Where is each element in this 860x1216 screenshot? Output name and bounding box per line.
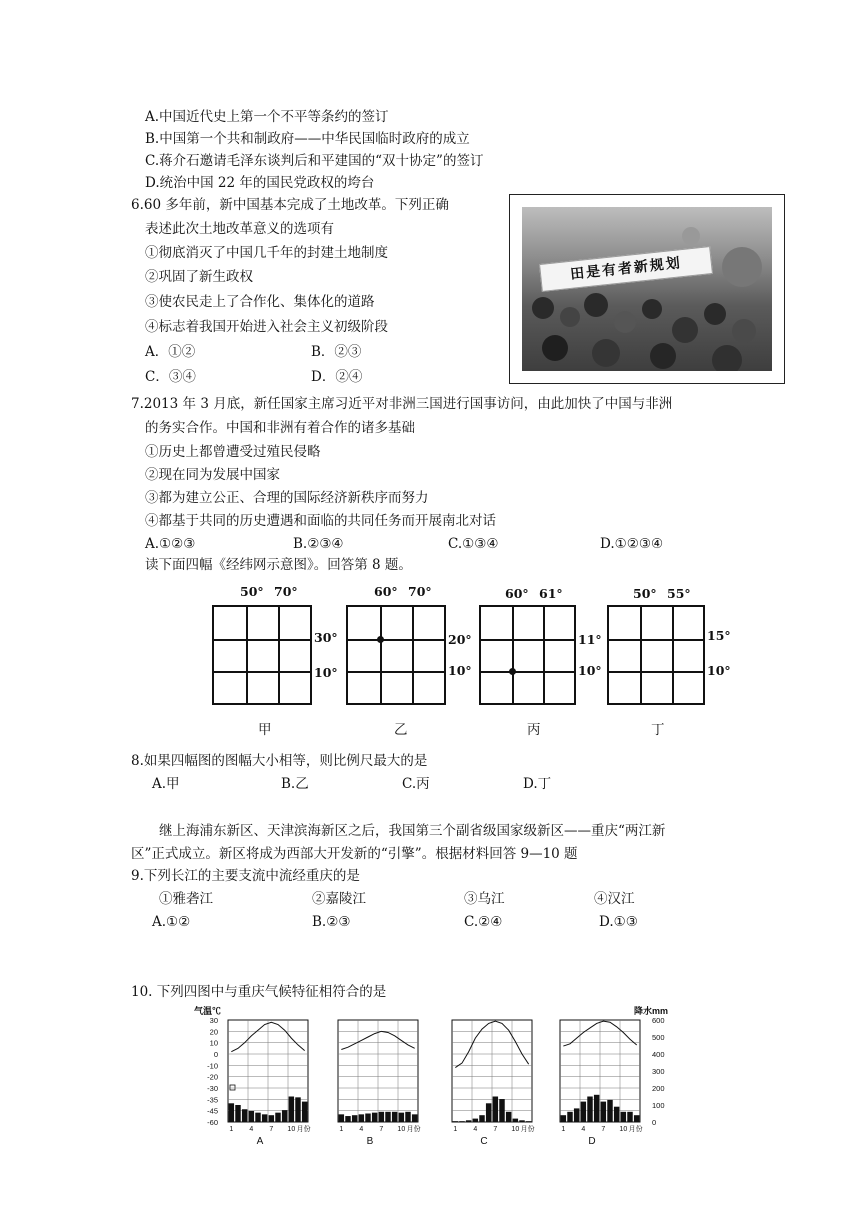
precip-bar (399, 1113, 404, 1122)
precip-bar (473, 1119, 478, 1122)
climate-panel-d (560, 1020, 643, 1147)
q6-option-c: C．③④ (145, 369, 196, 385)
precip-bar (607, 1100, 612, 1122)
grid-ding-lat-bottom: 10° (707, 663, 731, 678)
grid-ding-caption: 丁 (651, 722, 665, 738)
precip-bar (379, 1112, 384, 1122)
material-line-2: 区”正式成立。新区将成为西部大开发新的“引擎”。根据材料回答 9—10 题 (131, 846, 578, 862)
climate-panel-c (452, 1020, 535, 1147)
precip-bar (392, 1112, 397, 1122)
q7-item-4: ④都基于共同的历史遭遇和面临的共同任务而开展南北对话 (145, 513, 496, 529)
precip-bar (453, 1121, 458, 1122)
precip-bar (587, 1097, 592, 1123)
precip-bar (506, 1112, 511, 1122)
material-line-1: 继上海浦东新区、天津滨海新区之后，我国第三个副省级国家级新区——重庆“两江新 (159, 823, 666, 839)
month-tick-label: 1 (339, 1126, 344, 1133)
grid-yi-caption: 乙 (394, 722, 408, 738)
precip-bar (513, 1119, 518, 1122)
precip-bar (479, 1115, 484, 1122)
q6-option-d: D．②④ (311, 369, 363, 385)
q8-read-note: 读下面四幅《经纬网示意图》。回答第 8 题。 (145, 557, 412, 573)
precip-bar (594, 1095, 599, 1122)
climate-panel-a (228, 1020, 311, 1147)
precip-bar (255, 1113, 260, 1122)
month-tick-label: 月份 (628, 1126, 643, 1133)
q6-item-2: ②巩固了新生政权 (145, 269, 253, 285)
grid-ding-lon-right: 55° (667, 586, 691, 601)
grid-bing-box (479, 605, 576, 705)
climate-panel-b (338, 1020, 421, 1147)
grid-yi-lon-left: 60° (374, 584, 398, 599)
precip-bar (614, 1107, 619, 1122)
precip-bar (499, 1099, 504, 1122)
precip-bar (372, 1113, 377, 1122)
grid-bing-lat-bottom: 10° (578, 663, 602, 678)
grid-bing-lon-left: 60° (505, 586, 529, 601)
precip-bar (359, 1114, 364, 1122)
q9-item-3: ③乌江 (464, 891, 505, 907)
temp-tick-label: 30 (209, 1016, 218, 1025)
grid-ding-lat-top: 15° (707, 628, 731, 643)
temp-axis-title: 气温℃ (194, 1006, 222, 1016)
q7-option-d: D.①②③④ (600, 536, 664, 552)
q10-stem: 10. 下列四图中与重庆气候特征相符合的是 (131, 984, 387, 1000)
temp-tick-label: -45 (207, 1106, 218, 1116)
panel-label: D (588, 1136, 596, 1147)
grid-jia-lon-right: 70° (274, 584, 298, 599)
q6-stem-line-1: 6.60 多年前，新中国基本完成了土地改革。下列正确 (131, 197, 449, 213)
precip-bar (282, 1110, 287, 1122)
precip-bar (621, 1112, 626, 1122)
precip-bar (627, 1112, 632, 1122)
precip-bar (601, 1102, 606, 1122)
temp-tick-label: -30 (207, 1084, 218, 1093)
precip-bar (466, 1120, 471, 1122)
photo-banner: 田是有者新规划 (539, 246, 713, 292)
land-reform-photo-image (522, 207, 772, 371)
precip-bar (242, 1109, 247, 1122)
month-tick-label: 月份 (406, 1126, 421, 1133)
precip-bar (262, 1114, 267, 1122)
month-tick-label: 10 (511, 1126, 520, 1133)
grid-yi-box (346, 605, 446, 705)
q6-item-3: ③使农民走上了合作化、集体化的道路 (145, 294, 375, 310)
precip-bar (385, 1112, 390, 1122)
temp-tick-label: -35 (207, 1095, 218, 1105)
precip-bar (459, 1121, 464, 1122)
precip-bar (295, 1097, 300, 1122)
q9-option-b: B.②③ (312, 914, 351, 930)
precip-bar (519, 1120, 524, 1122)
q7-stem-line-1: 7.2013 年 3 月底，新任国家主席习近平对非洲三国进行国事访问，由此加快了中国与非洲 (131, 396, 673, 412)
grid-yi-lat-bottom: 10° (448, 663, 472, 678)
precip-bar (339, 1114, 344, 1122)
temp-tick-label: 10 (209, 1038, 218, 1048)
grid-jia-lat-bottom: 10° (314, 665, 338, 680)
month-tick-label: 月份 (296, 1126, 311, 1133)
panel-label: A (256, 1136, 264, 1147)
panel-label: C (480, 1136, 488, 1147)
precip-tick-label: 300 (652, 1067, 665, 1076)
month-tick-label: 1 (561, 1126, 566, 1133)
temp-tick-label: -20 (207, 1072, 218, 1082)
q6-item-1: ①彻底消灭了中国几千年的封建土地制度 (145, 245, 388, 261)
panel-label: B (366, 1136, 374, 1147)
q7-item-2: ②现在同为发展中国家 (145, 467, 280, 483)
q6-option-a: A．①② (145, 344, 196, 360)
precip-bar (269, 1115, 274, 1122)
month-tick-label: 4 (581, 1126, 586, 1133)
q9-item-4: ④汉江 (594, 891, 635, 907)
q7-item-3: ③都为建立公正、合理的国际经济新秩序而努力 (145, 490, 429, 506)
q8-option-b: B.乙 (281, 776, 309, 792)
precip-bar (289, 1097, 294, 1123)
precip-bar (486, 1103, 491, 1122)
q5-option-a: A.中国近代史上第一个不平等条约的签订 (145, 109, 389, 125)
month-tick-label: 4 (473, 1126, 478, 1133)
month-tick-label: 1 (453, 1126, 458, 1133)
q9-stem: 9.下列长江的主要支流中流经重庆的是 (131, 868, 360, 884)
month-tick-label: 7 (269, 1126, 274, 1133)
precip-bar (275, 1113, 280, 1122)
precip-bar (412, 1114, 417, 1122)
temp-tick-label: -60 (207, 1118, 218, 1127)
grid-bing-point (509, 668, 516, 675)
grid-jia-caption: 甲 (258, 722, 272, 738)
q7-item-1: ①历史上都曾遭受过殖民侵略 (145, 444, 321, 460)
precip-bar (302, 1102, 307, 1122)
climate-charts-svg (190, 1002, 680, 1152)
q5-option-c: C.蒋介石邀请毛泽东谈判后和平建国的“双十协定”的签订 (145, 153, 484, 169)
precip-bar (581, 1102, 586, 1122)
precip-tick-label: 200 (652, 1084, 665, 1093)
precip-axis-title: 降水mm (634, 1006, 669, 1016)
q6-item-4: ④标志着我国开始进入社会主义初级阶段 (145, 319, 388, 335)
grid-yi-lon-right: 70° (408, 584, 432, 599)
grid-jia-lat-top: 30° (314, 630, 338, 645)
precip-bar (352, 1115, 357, 1122)
precip-bar (235, 1105, 240, 1122)
precip-bar (561, 1115, 566, 1122)
month-tick-label: 4 (359, 1126, 364, 1133)
q7-stem-line-2: 的务实合作。中国和非洲有着合作的诸多基础 (145, 420, 415, 436)
month-tick-label: 10 (619, 1126, 628, 1133)
month-tick-label: 10 (287, 1126, 296, 1133)
q9-item-2: ②嘉陵江 (312, 891, 366, 907)
temp-tick-label: 20 (209, 1027, 218, 1037)
grid-jia-lon-left: 50° (240, 584, 264, 599)
precip-bar (249, 1111, 254, 1122)
grid-ding-box (607, 605, 705, 705)
precip-bar (634, 1115, 639, 1122)
precip-tick-label: 400 (652, 1050, 665, 1059)
month-tick-label: 7 (601, 1126, 606, 1133)
q8-option-a: A.甲 (152, 776, 180, 792)
q6-option-b: B．②③ (311, 344, 362, 360)
q9-item-1: ①雅砻江 (159, 891, 213, 907)
month-tick-label: 1 (229, 1126, 234, 1133)
q7-option-c: C.①③④ (448, 536, 499, 552)
q9-option-a: A.①② (152, 914, 191, 930)
q8-option-d: D.丁 (523, 776, 552, 792)
precip-bar (345, 1116, 350, 1122)
q7-option-a: A.①②③ (145, 536, 196, 552)
grid-ding-lon-left: 50° (633, 586, 657, 601)
precip-bar (526, 1121, 531, 1122)
precip-tick-label: 500 (652, 1033, 665, 1042)
precip-bar (574, 1108, 579, 1122)
temp-tick-label: 0 (213, 1050, 218, 1059)
legend-box-icon (230, 1085, 235, 1090)
precip-tick-label: 100 (652, 1101, 665, 1110)
month-tick-label: 4 (249, 1126, 254, 1133)
month-tick-label: 7 (493, 1126, 498, 1133)
precip-bar (365, 1114, 370, 1123)
q9-option-c: C.②④ (464, 914, 503, 930)
grid-bing-lat-top: 11° (578, 632, 602, 647)
q6-stem-line-2: 表述此次土地改革意义的选项有 (145, 221, 334, 237)
precip-bar (493, 1097, 498, 1123)
grid-jia-box (212, 605, 312, 705)
precip-tick-label: 0 (652, 1118, 657, 1127)
grid-bing-lon-right: 61° (539, 586, 563, 601)
month-tick-label: 10 (397, 1126, 406, 1133)
q8-stem: 8.如果四幅图的图幅大小相等，则比例尺最大的是 (131, 753, 428, 769)
grid-yi-lat-top: 20° (448, 632, 472, 647)
precip-bar (229, 1103, 234, 1122)
grid-yi-point (377, 636, 384, 643)
month-tick-label: 7 (379, 1126, 384, 1133)
precip-bar (567, 1112, 572, 1122)
climate-charts (190, 1002, 680, 1152)
temp-tick-label: -10 (207, 1061, 218, 1071)
q7-option-b: B.②③④ (293, 536, 344, 552)
q5-option-d: D.统治中国 22 年的国民党政权的垮台 (145, 175, 375, 191)
precip-bar (405, 1112, 410, 1122)
month-tick-label: 月份 (520, 1126, 535, 1133)
q5-option-b: B.中国第一个共和制政府——中华民国临时政府的成立 (145, 131, 470, 147)
precip-tick-label: 600 (652, 1016, 665, 1025)
land-reform-photo (509, 194, 785, 384)
q9-option-d: D.①③ (599, 914, 638, 930)
q8-option-c: C.丙 (402, 776, 430, 792)
grid-bing-caption: 丙 (527, 722, 541, 738)
